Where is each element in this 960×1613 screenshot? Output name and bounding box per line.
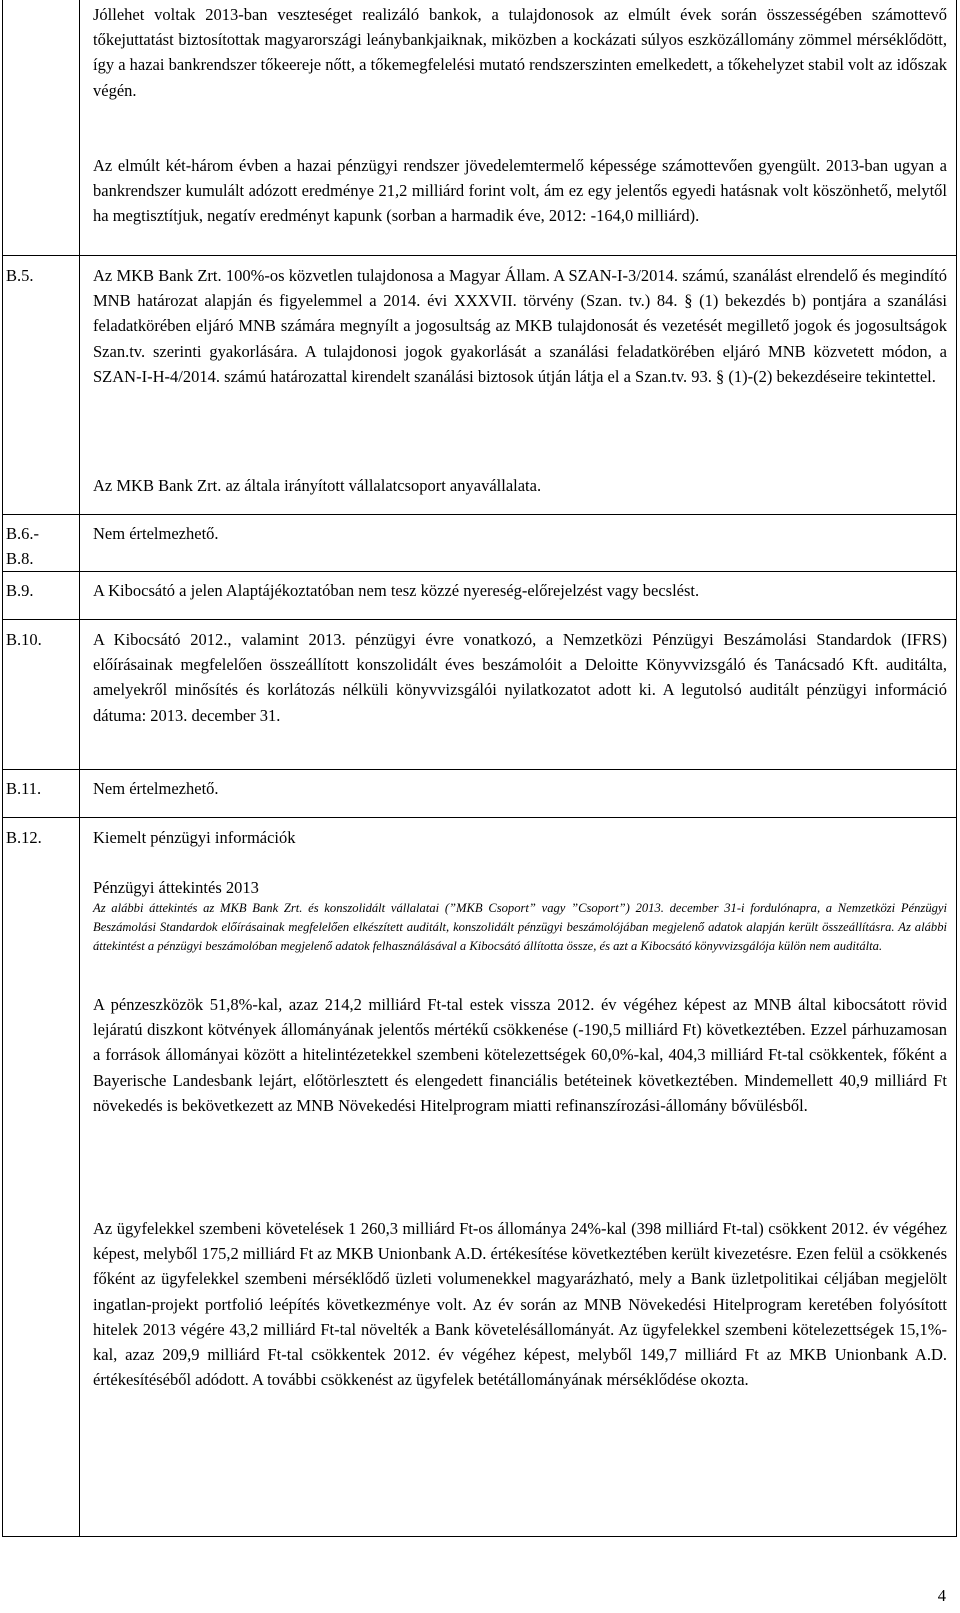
- section-code-b10: B.10.: [6, 630, 42, 649]
- section-code-b9: B.9.: [6, 581, 34, 600]
- section-code-b12: B.12.: [6, 828, 42, 847]
- b6-text: Nem értelmezhető.: [93, 524, 219, 543]
- row-divider: [2, 514, 957, 515]
- section-code-b6-b8: [6, 521, 76, 571]
- section-code-b8: B.8.: [6, 549, 34, 568]
- b12-paragraph-2: Az ügyfelekkel szembeni követelések 1 260,3 milliárd Ft-os állománya 24%-kal (398 milliárd Ft-tal) csökkent 2012. év végéhez képest, melyből 175,2 milliárd Ft az MKB Unionbank A.D. értékesítése következtében került kivezetésre. Ezen felül a csökkenés főként az ügyfelekkel szembeni mérséklődő üzleti volumenekkel magyarázható, mely a Bank üzletpolitikai céljában megjelölt ingatlan-projekt portfolió leépítés következménye volt. Az év során az MNB Növekedési Hitelprogram keretében folyósított hitelek 2013 végére 43,2 milliárd Ft-tal növelték a Bank követelésállományát. Az ügyfelekkel szembeni kötelezettségek 15,1%-kal, azaz 209,9 milliárd Ft-tal csökkentek 2012. év végéhez képest, melyből 149,7 milliárd Ft az MKB Unionbank A.D. értékesítéséből adódott. A további csökkenést az ügyfelek betétállományának mérséklődése okozta.: [93, 1219, 947, 1390]
- row-divider: [2, 255, 957, 256]
- row-divider: [2, 769, 957, 770]
- b12-paragraph-1: A pénzeszközök 51,8%-kal, azaz 214,2 milliárd Ft-tal estek vissza 2012. év végéhez képest az MNB által kibocsátott rövid lejáratú diszkont kötvények állományának jelentős mértékű csökkenése (-190,5 milliárd Ft) következtében. Ezzel párhuzamosan a források állományai között a hitelintézetekkel szembeni kötelezettségek 60,0%-kal, 404,3 milliárd Ft-tal csökkentek, főként a Bayerische Landesbank lejárt, előtörlesztett és elengedett financiális betéteinek következtében. Mindemellett 40,9 milliárd Ft növekedés is bekövetkezett az MNB Növekedési Hitelprogram miatti refinanszírozási-állomány bővülésből.: [93, 995, 947, 1115]
- b12-heading: Kiemelt pénzügyi információk: [93, 828, 296, 847]
- b5-paragraph-2: Az MKB Bank Zrt. az általa irányított vállalatcsoport anyavállalata.: [93, 476, 542, 495]
- intro-paragraph-2: Az elmúlt két-három évben a hazai pénzügyi rendszer jövedelemtermelő képessége számottevően gyengült. 2013-ban ugyan a bankrendszer kumulált adózott eredménye 21,2 milliárd forint volt, ám ez egy jelentős egyedi hatásnak volt köszönhető, melytől ha megtisztítjuk, negatív eredményt kapunk (sorban a harmadik éve, 2012: -164,0 milliárd).: [93, 156, 947, 226]
- page-number: 4: [937, 1586, 946, 1605]
- intro-paragraph-1: Jóllehet voltak 2013-ban veszteséget realizáló bankok, a tulajdonosok az elmúlt évek során összességében számottevő tőkejuttatást biztosítottak magyarországi leánybankjaiknak, miközben a kockázati súlyos eszközállomány zömmel mérséklődött, így a hazai bankrendszer tőkeereje nőtt, a tőkemegfelelési mutató rendszerszinten emelkedett, a tőkehelyzet stabil volt az időszak végén.: [93, 5, 947, 100]
- b11-text: Nem értelmezhető.: [93, 779, 219, 798]
- section-code-b6: B.6.-: [6, 524, 39, 543]
- section-code-b11: B.11.: [6, 779, 42, 798]
- b5-paragraph-1: Az MKB Bank Zrt. 100%-os közvetlen tulajdonosa a Magyar Állam. A SZAN-I-3/2014. számú, szanálást elrendelő és megindító MNB határozat alapján és figyelemmel a 2014. évi XXXVII. törvény (Szan. tv.) 84. § (1) bekezdés b) pontjára a szanálási feladatkörében eljáró MNB számára megnyílt a jogosultság az MKB tulajdonosát és vezetését megillető jogok és jogosultságok Szan.tv. szerinti gyakorlására. A tulajdonosi jogok gyakorlását a szanálási feladatkörében eljáró MNB közvetett módon, a SZAN-I-H-4/2014. számú határozattal kirendelt szanálási biztosok útján látja el a Szan.tv. 93. § (1)-(2) bekezdéseire tekintettel.: [93, 266, 947, 386]
- b9-text: A Kibocsátó a jelen Alaptájékoztatóban nem tesz közzé nyereség-előrejelzést vagy becslést.: [93, 581, 700, 600]
- section-code-b5: B.5.: [6, 266, 34, 285]
- row-divider: [2, 619, 957, 620]
- b10-text: A Kibocsátó 2012., valamint 2013. pénzügyi évre vonatkozó, a Nemzetközi Pénzügyi Beszámolási Standardok (IFRS) előírásainak megfelelően összeállított konszolidált éves beszámolóit a Deloitte Könyvvizsgáló és Tanácsadó Kft. auditálta, amelyekről minősítés és korlátozás nélküli könyvvizsgálói nyilatkozatot adott ki. A legutolsó auditált pénzügyi információ dátuma: 2013. december 31.: [93, 630, 947, 725]
- row-divider: [2, 571, 957, 572]
- b12-subheading: Pénzügyi áttekintés 2013: [93, 878, 259, 897]
- b12-note: Az alábbi áttekintés az MKB Bank Zrt. és konszolidált vállalatai (”MKB Csoport” vagy ”Csoport”) 2013. december 31-i fordulónapra, a Nemzetközi Pénzügyi Beszámolási Standardok előírásainak megfelelően elkészített auditált, konszolidált pénzügyi beszámolójában megjelenő adatok alapján került összeállításra. Az alábbi áttekintést a pénzügyi beszámolóban megjelenő adatok felhasználásával a Kibocsátó állította össze, és azt a Kibocsátó könyvvizsgálója külön nem auditálta.: [93, 901, 947, 953]
- row-divider: [2, 817, 957, 818]
